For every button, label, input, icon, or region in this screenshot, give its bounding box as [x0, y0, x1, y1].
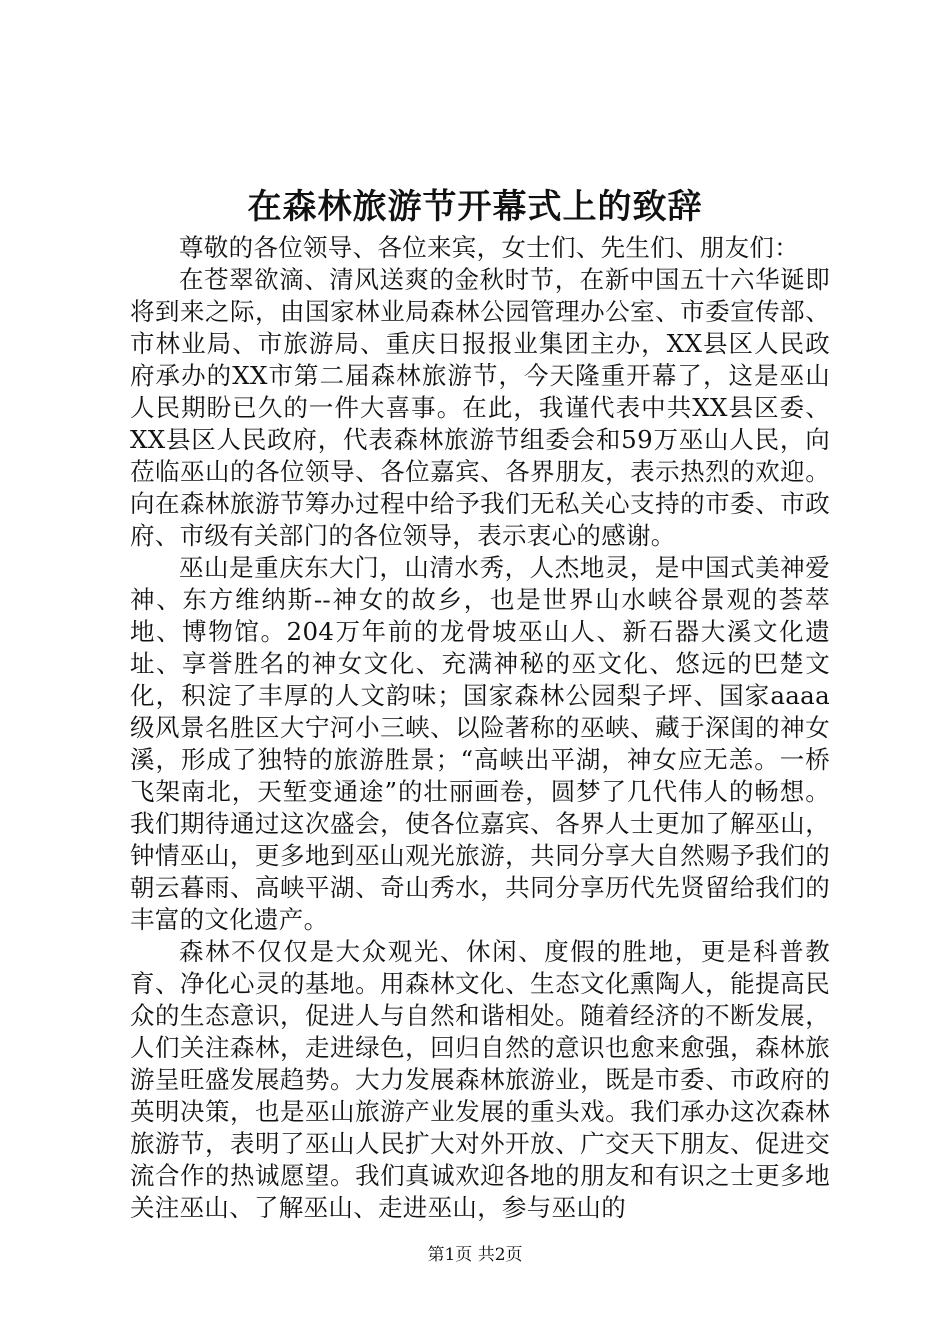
paragraph-2: 巫山是重庆东大门，山清水秀，人杰地灵，是中国式美神爱神、东方维纳斯--神女的故乡，也是世界山水峡谷景观的荟萃地、博物馆。204万年前的龙骨坡巫山人、新石器大溪文化遗址、享誉胜名的神女文化、充满神秘的巫文化、悠远的巴楚文化，积淀了丰厚的人文韵味；国家森林公园梨子坪、国家aaaa级风景名胜区大宁河小三峡、以险著称的巫峡、藏于深闺的神女溪，形成了独特的旅游胜景；“高峡出平湖，神女应无恙。一桥飞架南北，天堑变通途”的壮丽画卷，圆梦了几代伟人的畅想。我们期待通过这次盛会，使各位嘉宾、各界人士更加了解巫山，钟情巫山，更多地到巫山观光旅游，共同分享大自然赐予我们的朝云暮雨、高峡平湖、奇山秀水，共同分享历代先贤留给我们的丰富的文化遗产。: [130, 553, 830, 934]
page-footer: 第1页 共2页: [427, 1245, 523, 1265]
document-body: [130, 232, 830, 1224]
document-title: 在森林旅游节开幕式上的致辞: [247, 187, 703, 227]
paragraph-3: 森林不仅仅是大众观光、休闲、度假的胜地，更是科普教育、净化心灵的基地。用森林文化、生态文化熏陶人，能提高民众的生态意识，促进人与自然和谐相处。随着经济的不断发展，人们关注森林，走进绿色，回归自然的意识也愈来愈强，森林旅游呈旺盛发展趋势。大力发展森林旅游业，既是市委、市政府的英明决策，也是巫山旅游产业发展的重头戏。我们承办这次森林旅游节，表明了巫山人民扩大对外开放、广交天下朋友、促进交流合作的热诚愿望。我们真诚欢迎各地的朋友和有识之士更多地关注巫山、了解巫山、走进巫山，参与巫山的: [130, 937, 830, 1222]
paragraph-1: 在苍翠欲滴、清风送爽的金秋时节，在新中国五十六华诞即将到来之际，由国家林业局森林公园管理办公室、市委宣传部、市林业局、市旅游局、重庆日报报业集团主办，XX县区人民政府承办的XX市第二届森林旅游节，今天隆重开幕了，这是巫山人民期盼已久的一件大喜事。在此，我谨代表中共XX县区委、XX县区人民政府，代表森林旅游节组委会和59万巫山人民，向莅临巫山的各位领导、各位嘉宾、各界朋友，表示热烈的欢迎。向在森林旅游节筹办过程中给予我们无私关心支持的市委、市政府、市级有关部门的各位领导，表示衷心的感谢。: [130, 265, 830, 550]
salutation: 尊敬的各位领导、各位来宾，女士们、先生们、朋友们：: [179, 233, 799, 262]
